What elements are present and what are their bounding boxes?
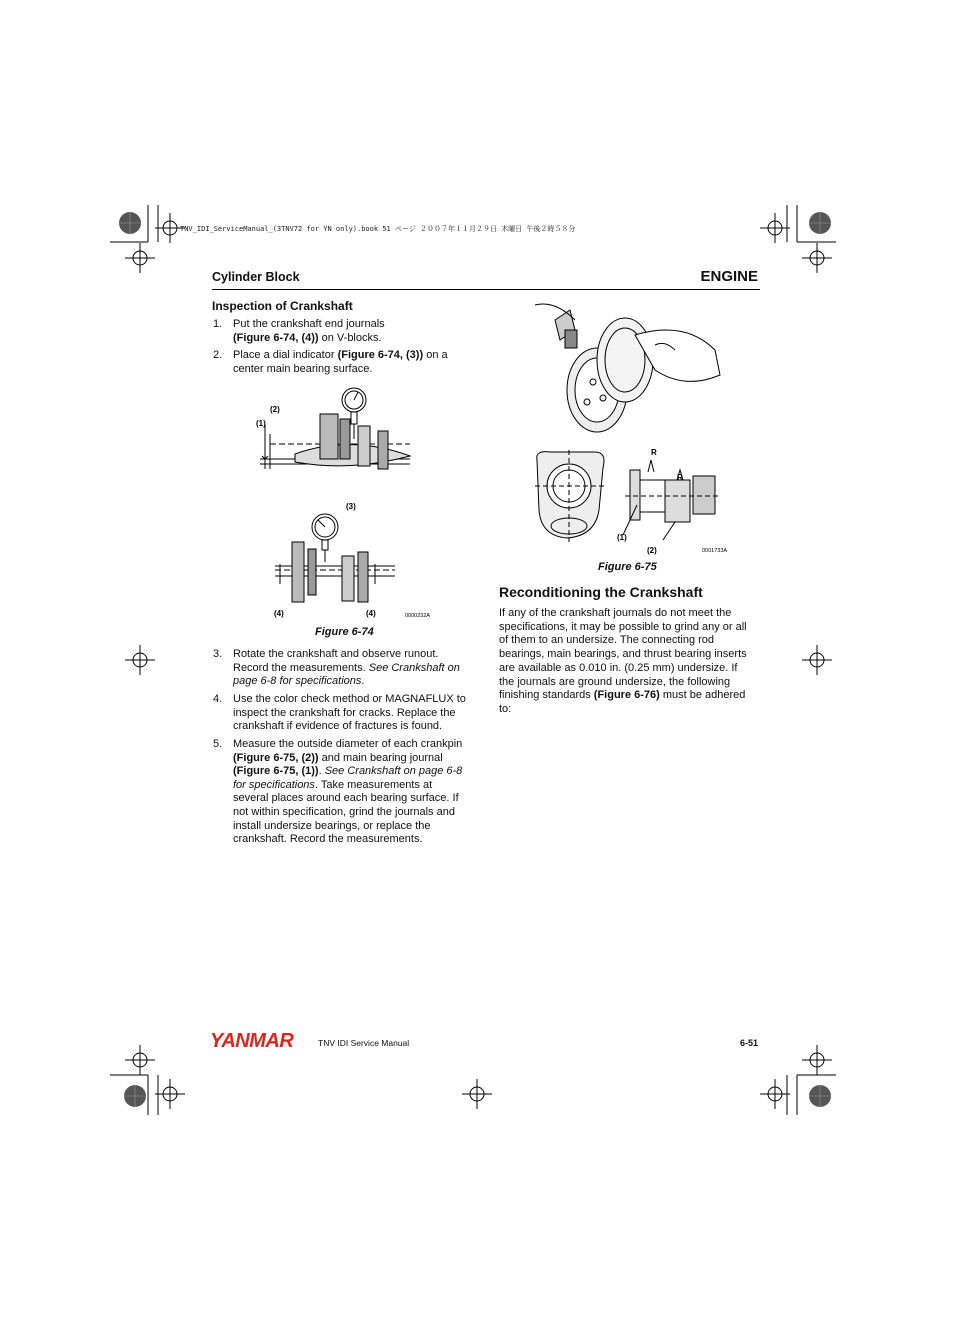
fig75-code: 0001733A <box>702 548 728 554</box>
chapter-title: ENGINE <box>700 268 758 285</box>
inspection-heading: Inspection of Crankshaft <box>212 299 353 313</box>
fig74-label-4a: (4) <box>274 609 284 618</box>
print-slug-line: TNV_IDI_ServiceManual_(3TNV72 for YN only).book 51 ページ ２００７年１１月２９日 木曜日 午後２時５８分 <box>180 225 576 233</box>
fig75-label-1: (1) <box>617 533 627 542</box>
figure-6-75-illustration <box>515 300 735 558</box>
figure-6-74-illustration <box>250 384 450 624</box>
header-rule <box>212 289 760 290</box>
fig74-label-2: (2) <box>270 405 280 414</box>
fig74-label-3: (3) <box>346 502 356 511</box>
fig74-label-4b: (4) <box>366 609 376 618</box>
reconditioning-paragraph: If any of the crankshaft journals do not meet the specifications, it may be possible to grind any or all of them to an undersize. The connecting rod bearings, main bearings, and thrust bearing inserts are available as 0.010 in. (0.25 mm) undersize. If the journals are ground undersize, the following finishing standards (Figure 6-76) must be adhered to: <box>499 607 747 715</box>
fig74-code: 0000232A <box>405 613 431 619</box>
section-title: Cylinder Block <box>212 270 300 284</box>
fig74-label-1: (1) <box>256 419 266 428</box>
fig75-label-r2: R <box>677 473 683 482</box>
fig75-label-2: (2) <box>647 546 657 555</box>
fig75-label-r1: R <box>651 448 657 457</box>
reconditioning-heading: Reconditioning the Crankshaft <box>499 584 703 600</box>
svg-text:YANMAR: YANMAR <box>210 1030 294 1051</box>
footer-manual-title: TNV IDI Service Manual <box>318 1038 410 1048</box>
figure-6-75-caption: Figure 6-75 <box>598 561 657 573</box>
page-number: 6-51 <box>739 1038 758 1048</box>
yanmar-logo <box>210 1029 310 1051</box>
figure-6-74-caption: Figure 6-74 <box>315 626 374 638</box>
